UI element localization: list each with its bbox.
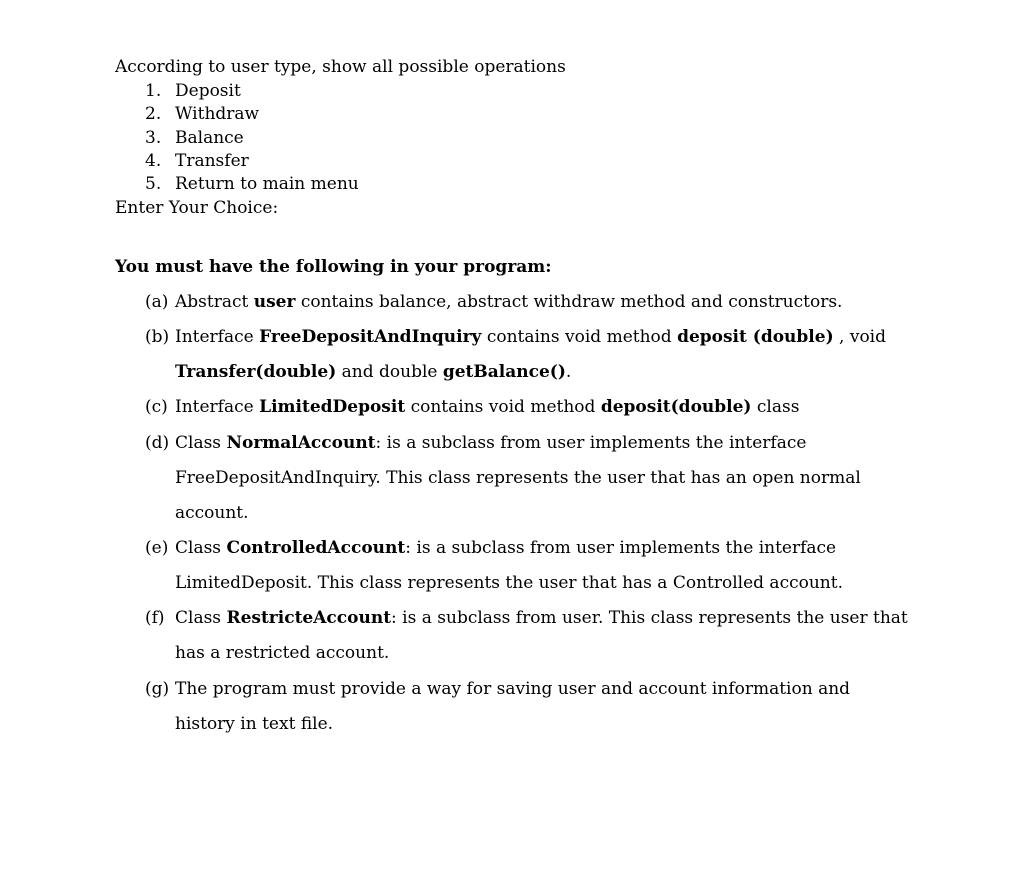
prompt-text: Enter Your Choice: [115,198,279,218]
requirement-label: (c) [145,397,168,417]
menu-item-number: 5. [145,174,162,194]
menu-item-number: 1. [145,81,162,101]
requirement-c: Interface LimitedDeposit contains void method deposit(double) class [175,397,800,417]
menu-item-withdraw: Withdraw [175,104,260,124]
requirement-g: The program must provide a way for saving user and account information and [175,679,851,699]
requirement-g-continued: history in text file. [175,714,334,734]
requirement-label: (g) [145,679,170,699]
requirement-a: Abstract user contains balance, abstract withdraw method and constructors. [175,292,843,312]
menu-item-number: 4. [145,151,162,171]
menu-item-return: Return to main menu [175,174,359,194]
requirement-d-continued: account. [175,503,249,523]
menu-item-balance: Balance [175,128,244,148]
requirement-label: (e) [145,538,169,558]
requirement-d: Class NormalAccount: is a subclass from user implements the interface [175,433,807,453]
menu-item-number: 2. [145,104,162,124]
requirement-b: Interface FreeDepositAndInquiry contains void method deposit (double) , void [175,327,886,347]
section-heading: You must have the following in your program: [115,257,552,277]
intro-text: According to user type, show all possible operations [115,57,566,77]
menu-item-number: 3. [145,128,162,148]
requirement-label: (a) [145,292,169,312]
menu-item-deposit: Deposit [175,81,241,101]
requirement-e-continued: LimitedDeposit. This class represents the user that has a Controlled account. [175,573,843,593]
menu-item-transfer: Transfer [175,151,249,171]
requirement-label: (b) [145,327,170,347]
requirement-label: (f) [145,608,165,628]
requirement-f-continued: has a restricted account. [175,643,390,663]
requirement-b-continued: Transfer(double) and double getBalance(). [175,362,572,382]
requirement-e: Class ControlledAccount: is a subclass from user implements the interface [175,538,837,558]
requirement-d-continued: FreeDepositAndInquiry. This class represents the user that has an open normal [175,468,861,488]
requirement-label: (d) [145,433,170,453]
requirement-f: Class RestricteAccount: is a subclass from user. This class represents the user that [175,608,908,628]
